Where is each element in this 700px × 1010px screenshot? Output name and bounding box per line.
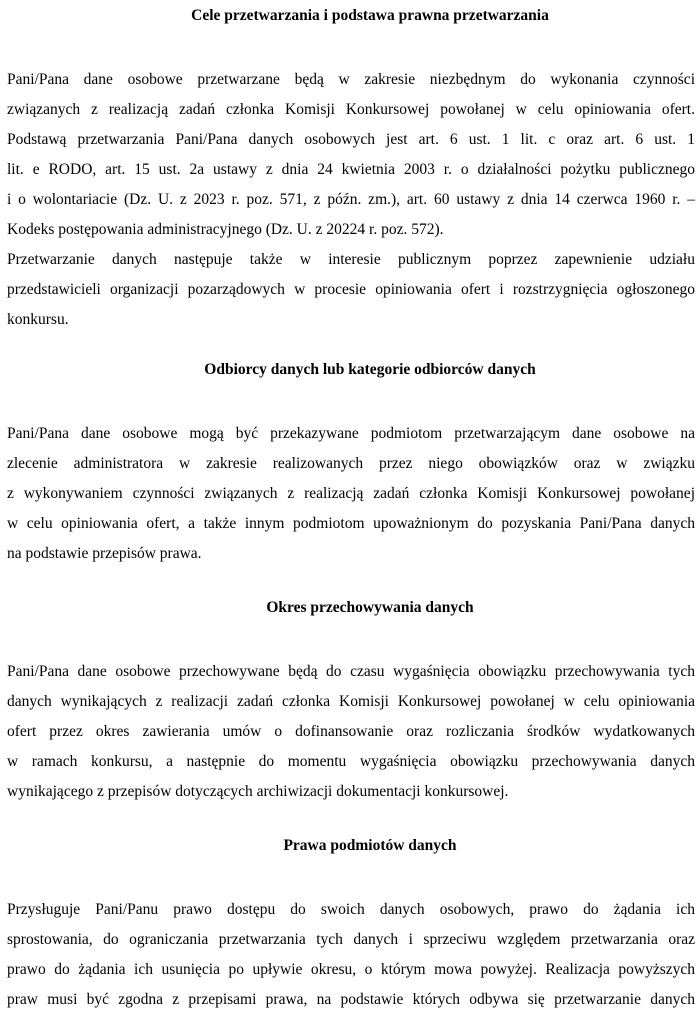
section-heading-recipients: Odbiorcy danych lub kategorie odbiorców danych bbox=[204, 361, 536, 378]
paragraph-line: Przetwarzanie danych następuje także w interesie publicznym poprzez zapewnienie udziału bbox=[7, 251, 695, 268]
paragraph-line: Przysługuje Pani/Panu prawo dostępu do swoich danych osobowych, prawo do żądania ich bbox=[7, 901, 695, 918]
paragraph-line: ofert przez okres zawierania umów o dofinansowanie oraz rozliczania środków wydatkowanych bbox=[7, 723, 695, 740]
paragraph-line: Pani/Pana dane osobowe przechowywane będą do czasu wygaśnięcia obowiązku przechowywania tych bbox=[7, 663, 695, 680]
paragraph-line: Podstawą przetwarzania Pani/Pana danych osobowych jest art. 6 ust. 1 lit. c oraz art. 6 ust. 1 bbox=[7, 131, 695, 148]
paragraph-line: zlecenie administratora w zakresie realizowanych przez niego obowiązków oraz w związku bbox=[7, 455, 695, 472]
paragraph-line: związanych z realizacją zadań członka Komisji Konkursowej powołanej w celu opiniowania ofert. bbox=[7, 101, 695, 118]
paragraph-line: Pani/Pana dane osobowe przetwarzane będą w zakresie niezbędnym do wykonania czynności bbox=[7, 71, 695, 88]
paragraph-line: z wykonywaniem czynności związanych z realizacją zadań członka Komisji Konkursowej powołanej bbox=[7, 485, 695, 502]
section-heading-purposes: Cele przetwarzania i podstawa prawna przetwarzania bbox=[191, 7, 549, 24]
paragraph-line: prawo do żądania ich usunięcia po upływie okresu, o którym mowa powyżej. Realizacja powyższych bbox=[7, 961, 695, 978]
section-heading-rights: Prawa podmiotów danych bbox=[283, 837, 457, 854]
paragraph-line: Kodeks postępowania administracyjnego (Dz. U. z 20224 r. poz. 572). bbox=[7, 221, 444, 238]
section-heading-retention: Okres przechowywania danych bbox=[266, 599, 474, 616]
paragraph-line: konkursu. bbox=[7, 311, 69, 328]
paragraph-line: sprostowania, do ograniczania przetwarzania tych danych i sprzeciwu względem przetwarzania oraz bbox=[7, 931, 695, 948]
paragraph-line: lit. e RODO, art. 15 ust. 2a ustawy z dnia 24 kwietnia 2003 r. o działalności pożytku publicznego bbox=[7, 161, 695, 178]
paragraph-line: w ramach konkursu, a następnie do momentu wygaśnięcia obowiązku przechowywania danych bbox=[7, 753, 695, 770]
paragraph-line: Pani/Pana dane osobowe mogą być przekazywane podmiotom przetwarzającym dane osobowe na bbox=[7, 425, 695, 442]
paragraph-line: przedstawicieli organizacji pozarządowych w procesie opiniowania ofert i rozstrzygnięcia ogłoszonego bbox=[7, 281, 695, 298]
paragraph-line: praw musi być zgodna z przepisami prawa, na podstawie których odbywa się przetwarzanie danych bbox=[7, 991, 695, 1008]
paragraph-line: danych wynikających z realizacji zadań członka Komisji Konkursowej powołanej w celu opiniowania bbox=[7, 693, 695, 710]
paragraph-line: wynikającego z przepisów dotyczących archiwizacji dokumentacji konkursowej. bbox=[7, 783, 509, 800]
paragraph-line: na podstawie przepisów prawa. bbox=[7, 545, 202, 562]
paragraph-line: i o wolontariacie (Dz. U. z 2023 r. poz. 571, z późn. zm.), art. 60 ustawy z dnia 14 czerwca 1960 r. – bbox=[7, 191, 695, 208]
paragraph-line: w celu opiniowania ofert, a także innym podmiotom upoważnionym do pozyskania Pani/Pana danych bbox=[7, 515, 695, 532]
